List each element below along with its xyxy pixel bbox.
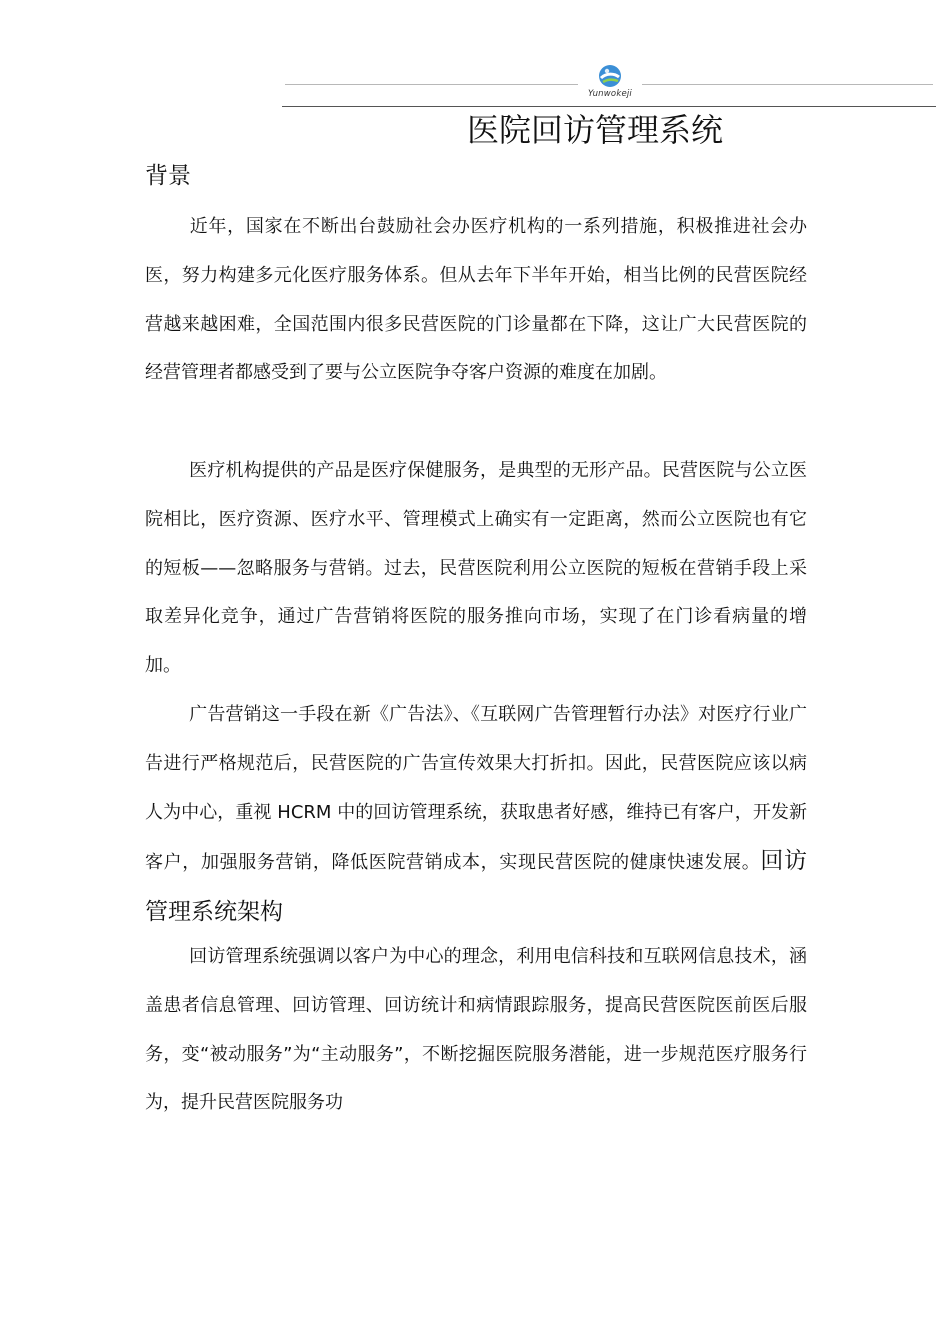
paragraph-1-text: 近年，国家在不断出台鼓励社会办医疗机构的一系列措施，积极推进社会办医，努力构建多元化医疗服务体系。但从去年下半年开始，相当比例的民营医院经营越来越困难，全国范围内很多民营医院的门诊量都在下降，这让广大民营医院的经营管理者都感受到了要与公立医院争夺客户资源的难度在加剧。 (145, 216, 807, 384)
paragraph-4 (145, 933, 807, 1128)
paragraph-1 (145, 203, 807, 398)
header-rule-bottom (282, 106, 936, 107)
logo-text: Yunwokeji (587, 89, 632, 99)
paragraph-3 (145, 691, 807, 939)
paragraph-4-text: 回访管理系统强调以客户为中心的理念，利用电信科技和互联网信息技术，涵盖患者信息管理、回访管理、回访统计和病情跟踪服务，提高民营医院医前医后服务，变“被动服务”为“主动服务”，不断挖掘医院服务潜能，进一步规范医疗服务行为，提升民营医院服务功 (145, 946, 807, 1114)
company-logo (578, 64, 642, 104)
paragraph-2-text: 医疗机构提供的产品是医疗保健服务，是典型的无形产品。民营医院与公立医院相比，医疗资源、医疗水平、管理模式上确实有一定距离，然而公立医院也有它的短板——忽略服务与营销。过去，民营医院利用公立医院的短板在营销手段上采取差异化竞争，通过广告营销将医院的服务推向市场，实现了在门诊看病量的增加。 (145, 460, 807, 677)
section-heading-architecture: 回访管理系统架构 (145, 848, 808, 926)
section-heading-background: 背景 (145, 163, 191, 189)
paragraph-2 (145, 447, 807, 691)
logo-globe-icon (598, 64, 622, 88)
paragraph-3-text: 广告营销这一手段在新《广告法》、《互联网广告管理暂行办法》对医疗行业广告进行严格规范后，民营医院的广告宣传效果大打折扣。因此，民营医院应该以病人为中心，重视 HCRM 中的回访管理系统，获取患者好感，维持已有客户，开发新客户，加强服务营销，降低医院营销成本，实现民营医院的健康快速发展。 (145, 704, 807, 874)
document-title: 医院回访管理系统 (467, 111, 724, 149)
